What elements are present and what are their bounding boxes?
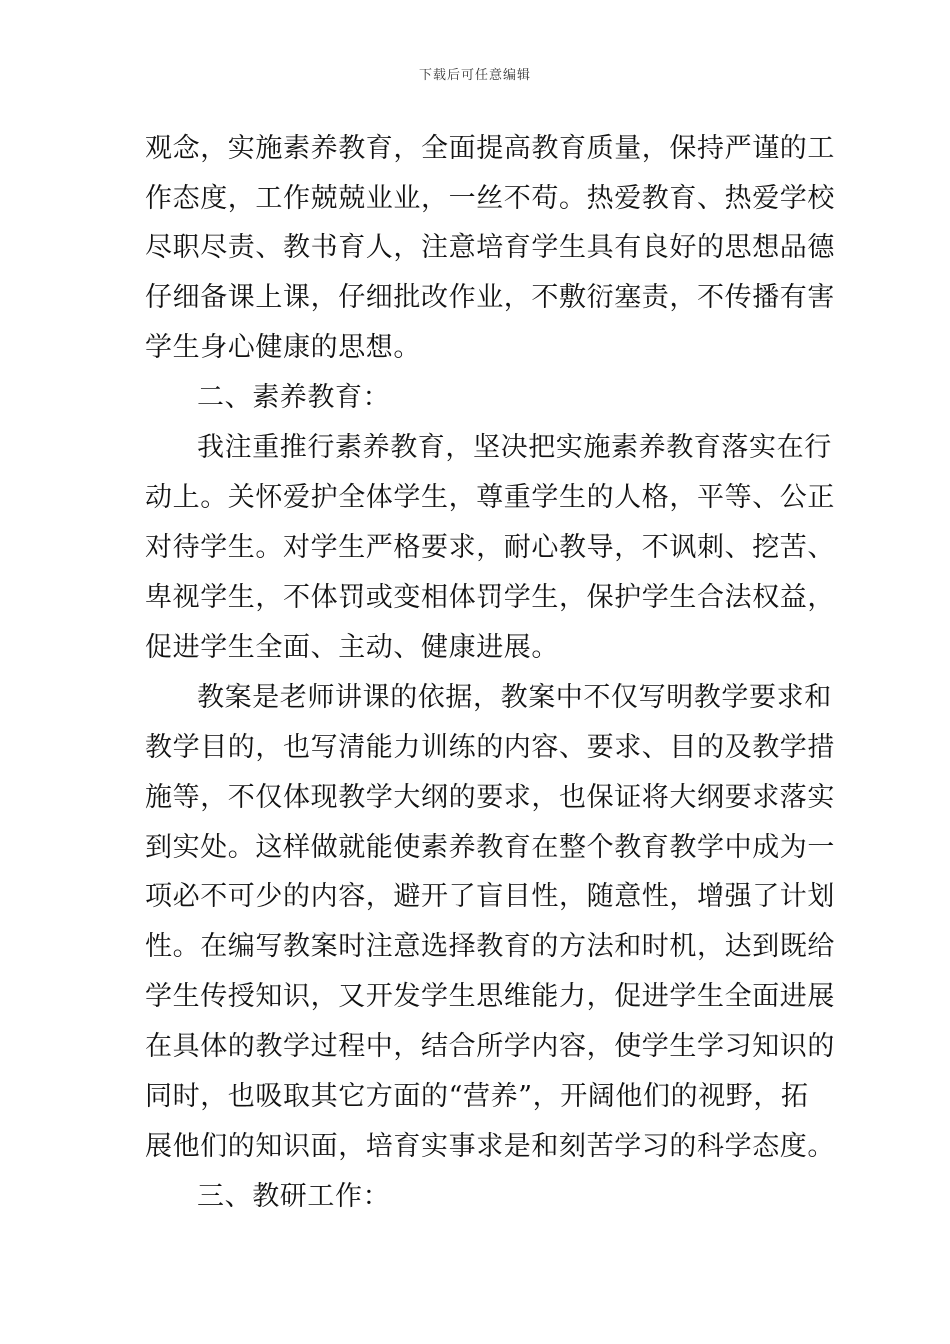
body-line: 促进学生全面、主动、健康进展。 [145, 632, 559, 663]
body-line: 卑视学生，不体罚或变相体罚学生，保护学生合法权益， [145, 582, 835, 613]
body-line: 教案是老师讲课的依据，教案中不仅写明教学要求和 [197, 682, 832, 713]
body-line: 施等，不仅体现教学大纲的要求，也保证将大纲要求落实 [145, 782, 835, 813]
section-heading: 二、素养教育： [197, 382, 391, 413]
body-line: 对待学生。对学生严格要求，耐心教导，不讽刺、挖苦、 [145, 532, 835, 563]
body-line: 同时，也吸取其它方面的“营养”，开阔他们的视野，拓 [145, 1081, 809, 1112]
body-line: 动上。关怀爱护全体学生，尊重学生的人格，平等、公正 [145, 482, 835, 513]
body-line: 仔细备课上课，仔细批改作业，不敷衍塞责，不传播有害 [145, 282, 835, 313]
body-line: 性。在编写教案时注意选择教育的方法和时机，达到既给 [145, 931, 835, 962]
body-line: 学生身心健康的思想。 [145, 332, 421, 363]
body-line: 学生传授知识，又开发学生思维能力，促进学生全面进展 [145, 981, 835, 1012]
body-line: 尽职尽责、教书育人，注意培育学生具有良好的思想品德 [145, 232, 835, 263]
section-heading: 三、教研工作： [197, 1181, 391, 1212]
body-line: 我注重推行素养教育，坚决把实施素养教育落实在行 [197, 432, 832, 463]
body-line: 项必不可少的内容，避开了盲目性，随意性，增强了计划 [145, 881, 835, 912]
body-line: 展他们的知识面，培育实事求是和刻苦学习的科学态度。 [145, 1131, 835, 1162]
body-line: 观念，实施素养教育，全面提高教育质量，保持严谨的工 [145, 133, 835, 164]
body-line: 作态度，工作兢兢业业，一丝不苟。热爱教育、热爱学校 [145, 183, 835, 214]
body-line: 到实处。这样做就能使素养教育在整个教育教学中成为一 [145, 832, 835, 863]
body-line: 教学目的，也写清能力训练的内容、要求、目的及教学措 [145, 732, 835, 763]
page-header: 下载后可任意编辑 [418, 68, 531, 83]
body-line: 在具体的教学过程中，结合所学内容，使学生学习知识的 [145, 1031, 835, 1062]
